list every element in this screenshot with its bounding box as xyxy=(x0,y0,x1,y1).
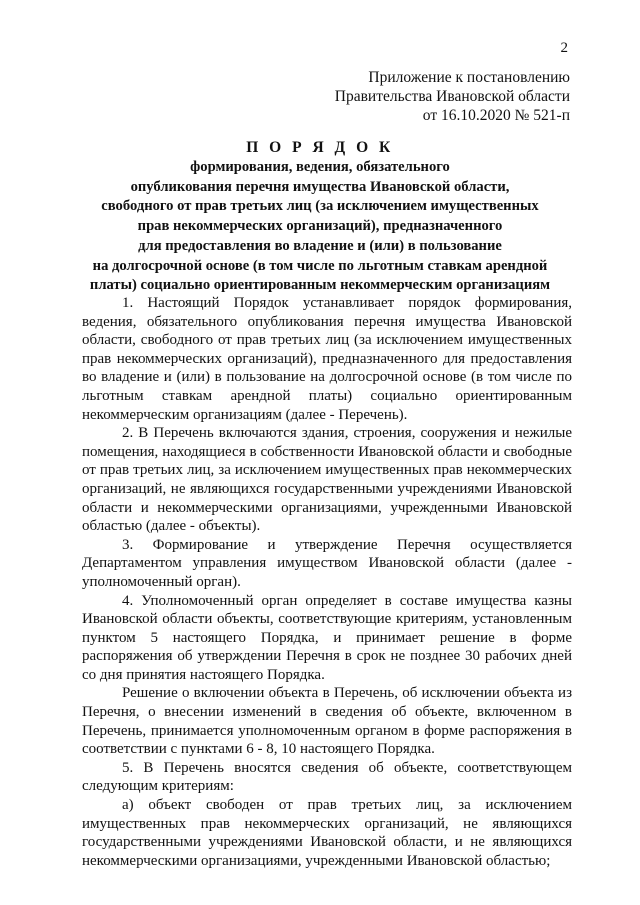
appendix-line: Приложение к постановлению xyxy=(368,69,570,86)
paragraph-2: 2. В Перечень включаются здания, строения, сооружения и нежилые помещения, находящиеся в собственности Ивановской области и свободные от прав третьих лиц, за исключением имущественных прав некоммерческих организаций, не являющихся государственными учреждениями Ивановской области и некоммерческими организациями, учрежденными Ивановской областью (далее - объекты). xyxy=(82,425,572,535)
paragraph-5-a: а) объект свободен от прав третьих лиц, за исключением имущественных прав некоммерческих организаций, не являющихся государственными учреждениями Ивановской области, и не являющихся некоммерческими организациями, учрежденными Ивановской областью; xyxy=(82,797,572,869)
paragraph-5: 5. В Перечень вносятся сведения об объекте, соответствующем следующим критериям: xyxy=(82,759,572,795)
document-body xyxy=(82,294,572,870)
appendix-line: Правительства Ивановской области xyxy=(334,88,570,105)
subtitle-line: свободного от прав третьих лиц (за исключением имущественных xyxy=(101,198,539,215)
document-subtitle xyxy=(70,158,570,296)
subtitle-line: на долгосрочной основе (в том числе по льготным ставкам арендной xyxy=(92,257,548,274)
subtitle-line: прав некоммерческих организаций), предназначенного xyxy=(137,218,503,235)
subtitle-line: платы) социально ориентированным некоммерческим организациям xyxy=(89,277,551,294)
paragraph-3: 3. Формирование и утверждение Перечня осуществляется Департаментом управления имуществом Ивановской области (далее - уполномоченный орган). xyxy=(82,536,572,590)
subtitle-line: формирования, ведения, обязательного xyxy=(190,159,450,175)
paragraph-1: 1. Настоящий Порядок устанавливает порядок формирования, ведения, обязательного опубликования перечня имущества Ивановской области, свободного от прав третьих лиц (за исключением имущественных прав некоммерческих организаций), предназначенного для предоставления во владение и (или) в пользование на долгосрочной основе (в том числе по льготным ставкам арендной платы) социально ориентированным некоммерческим организациям (далее - Перечень). xyxy=(82,295,572,423)
page-number: 2 xyxy=(560,40,568,56)
subtitle-line: для предоставления во владение и (или) в пользование xyxy=(138,237,502,254)
title-block xyxy=(70,138,570,296)
appendix-line: от 16.10.2020 № 521-п xyxy=(422,107,570,124)
paragraph-4: 4. Уполномоченный орган определяет в составе имущества казны Ивановской области объекты, соответствующие критериям, установленным пунктом 5 настоящего Порядка, и принимает решение в форме распоряжения об утверждении Перечня в срок не позднее 30 рабочих дней со дня принятия настоящего Порядка. xyxy=(82,592,572,683)
paragraph-4-decision: Решение о включении объекта в Перечень, об исключении объекта из Перечня, о внесении изменений в сведения об объекте, включенном в Перечень, принимается уполномоченным органом в форме распоряжения в соответствии с пунктами 6 - 8, 10 настоящего Порядка. xyxy=(82,685,572,758)
subtitle-line: опубликования перечня имущества Ивановской области, xyxy=(130,178,510,195)
appendix-header xyxy=(335,68,570,125)
document-title: П О Р Я Д О К xyxy=(246,139,394,156)
